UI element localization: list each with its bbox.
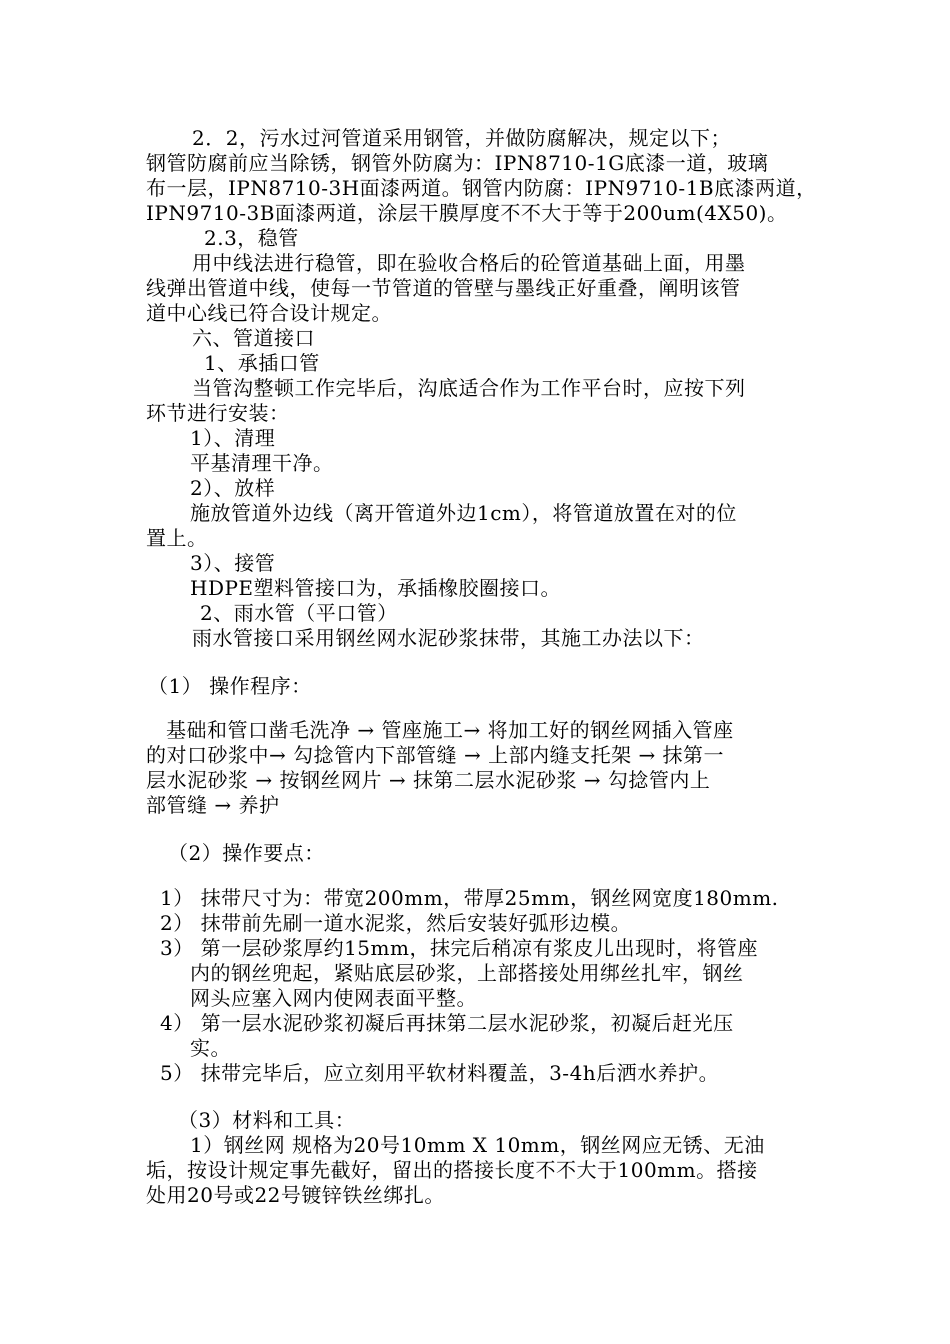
text-line: 网头应塞入网内使网表面平整。 xyxy=(190,986,477,1010)
text-line: 施放管道外边线（离开管道外边1cm），将管道放置在对的位 xyxy=(190,501,737,525)
text-line: 2．2，污水过河管道采用钢管，并做防腐解决，规定以下； xyxy=(192,126,731,150)
text-line: 实。 xyxy=(190,1036,231,1060)
subsection-heading: （3）材料和工具： xyxy=(178,1108,356,1132)
text-line: 部管缝 → 养护 xyxy=(146,793,280,817)
subsection-heading: （2）操作要点： xyxy=(168,841,325,865)
list-item: 2） 抹带前先刷一道水泥浆，然后安装好弧形边模。 xyxy=(160,911,632,935)
text-line: 1）钢丝网 规格为20号10mm X 10mm，钢丝网应无锈、无油 xyxy=(190,1133,765,1157)
section-heading: 2.3，稳管 xyxy=(204,226,299,250)
section-heading: 2、雨水管（平口管） xyxy=(200,601,398,625)
text-line: 当管沟整顿工作完毕后，沟底适合作为工作平台时，应按下列 xyxy=(192,376,746,400)
text-line: 层水泥砂浆 → 按钢丝网片 → 抹第二层水泥砂浆 → 勾捻管内上 xyxy=(146,768,711,792)
text-line: 道中心线已符合设计规定。 xyxy=(146,301,392,325)
text-line: 平基清理干净。 xyxy=(190,451,334,475)
text-line: 钢管防腐前应当除锈，钢管外防腐为：IPN8710-1G底漆一道，玻璃 xyxy=(146,151,769,175)
text-line: 处用20号或22号镀锌铁丝绑扎。 xyxy=(146,1183,445,1207)
text-line: IPN9710-3B面漆两道，涂层干膜厚度不不大于等于200um(4X50)。 xyxy=(146,201,788,225)
text-line: 雨水管接口采用钢丝网水泥砂浆抹带，其施工办法以下： xyxy=(192,626,705,650)
text-line: 线弹出管道中线，使每一节管道的管壁与墨线正好重叠，阐明该管 xyxy=(146,276,741,300)
text-line: 垢，按设计规定事先截好，留出的搭接长度不不大于100mm。搭接 xyxy=(146,1158,758,1182)
list-item: 5） 抹带完毕后，应立刻用平软材料覆盖，3-4h后洒水养护。 xyxy=(160,1061,720,1085)
list-heading: 2）、放样 xyxy=(190,476,276,500)
text-line: 的对口砂浆中→ 勾捻管内下部管缝 → 上部内缝支托架 → 抹第一 xyxy=(146,743,725,767)
text-line: 布一层，IPN8710-3H面漆两道。钢管内防腐：IPN9710-1B底漆两道， xyxy=(146,176,817,200)
text-line: 置上。 xyxy=(146,526,208,550)
section-heading: 六、管道接口 xyxy=(192,326,315,350)
text-line: 环节进行安装： xyxy=(146,401,290,425)
list-heading: 3）、接管 xyxy=(190,551,276,575)
list-item: 1） 抹带尺寸为：带宽200mm，带厚25mm，钢丝网宽度180mm. xyxy=(160,886,779,910)
text-line: 内的钢丝兜起，紧贴底层砂浆，上部搭接处用绑丝扎牢，钢丝 xyxy=(190,961,744,985)
text-line: 基础和管口凿毛洗净 → 管座施工→ 将加工好的钢丝网插入管座 xyxy=(166,718,734,742)
text-line: 用中线法进行稳管，即在验收合格后的砼管道基础上面，用墨 xyxy=(192,251,746,275)
section-heading: 1、承插口管 xyxy=(204,351,320,375)
text-line: HDPE塑料管接口为，承插橡胶圈接口。 xyxy=(190,576,562,600)
list-item: 4） 第一层水泥砂浆初凝后再抹第二层水泥砂浆，初凝后赶光压 xyxy=(160,1011,734,1035)
subsection-heading: （1） 操作程序： xyxy=(148,674,312,698)
list-heading: 1）、清理 xyxy=(190,426,276,450)
list-item: 3） 第一层砂浆厚约15mm，抹完后稍凉有浆皮儿出现时，将管座 xyxy=(160,936,758,960)
